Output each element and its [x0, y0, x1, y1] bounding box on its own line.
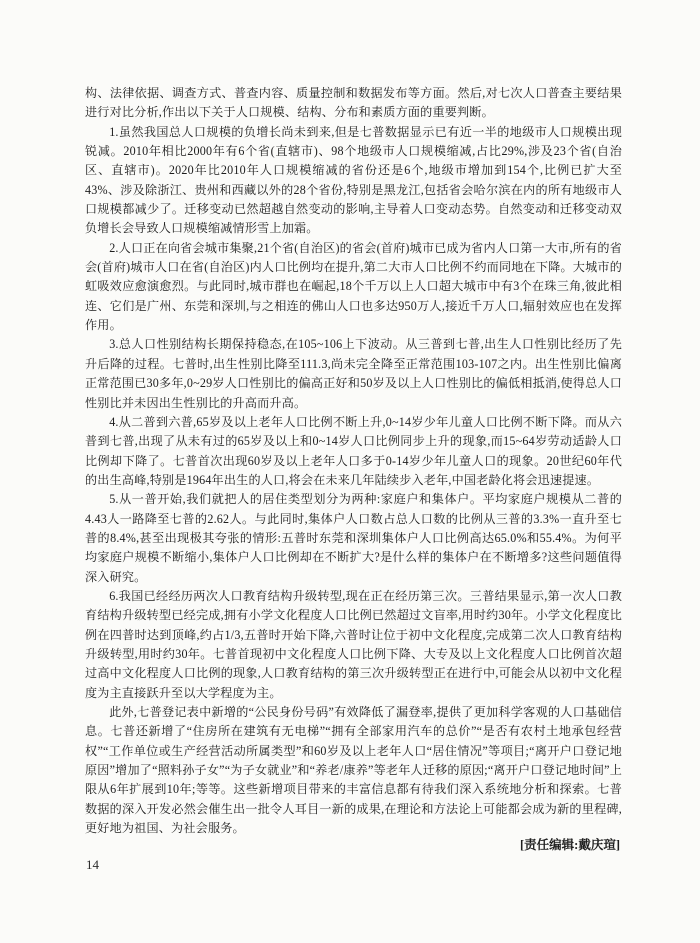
paragraph-closing: 此外,七普登记表中新增的“公民身份号码”有效降低了漏登率,提供了更加科学客观的人口基础信息。七普还新增了“住房所在建筑有无电梯”“拥有全部家用汽车的总价”“是否有农村土地承包经营权”“工作单位或生产经营活动所属类型”和60岁及以上老年人口“居住情况”等项目;“离开户口登记地原因”增加了“照料孙子女”“为子女就业”和“养老/康养”等老年人迁移的原因;“离开户口登记地时间”上限从6年扩展到10年;等等。这些新增项目带来的丰富信息都有待我们深入系统地分析和探索。七普数据的深入开发必然会催生出一批令人耳目一新的成果,在理论和方法论上可能都会成为新的里程碑,更好地为祖国、为社会服务。 [85, 705, 622, 836]
paragraph-point-2: 2.人口正在向省会城市集聚,21个省(自治区)的省会(首府)城市已成为省内人口第一大市,所有的省会(首府)城市人口在省(自治区)内人口比例均在提升,第二大市人口比例不约而同地在下降。大城市的虹吸效应愈演愈烈。与此同时,城市群也在崛起,18个千万以上人口超大城市中有3个在珠三角,彼此相连、它们是广州、东莞和深圳,与之相连的佛山人口也多达950万人,接近千万人口,辐射效应也在发挥作用。 [85, 240, 622, 333]
paragraph-point-6: 6.我国已经经历两次人口教育结构升级转型,现在正在经历第三次。三普结果显示,第一次人口教育结构升级转型已经完成,拥有小学文化程度人口比例已然超过文盲率,用时约30年。小学文化程度比例在四普时达到顶峰,约占1/3,五普时开始下降,六普时让位于初中文化程度,完成第二次人口教育结构升级转型,用时约30年。七普首现初中文化程度人口比例下降、大专及以上文化程度人口比例首次超过高中文化程度人口比例的现象,人口教育结构的第三次升级转型正在进行中,可能会从以初中文化程度为主直接跃升至以大学程度为主。 [85, 588, 622, 700]
paragraph-point-4: 4.从二普到六普,65岁及以上老年人口比例不断上升,0~14岁少年儿童人口比例不断下降。而从六普到七普,出现了从未有过的65岁及以上和0~14岁人口比例同步上升的现象,而15~64岁劳动适龄人口比例却下降了。七普首次出现60岁及以上老年人口多于0-14岁少年儿童人口的现象。20世纪60年代的出生高峰,特别是1964年出生的人口,将会在未来几年陆续步入老年,中国老龄化将会迅速提速。 [85, 414, 622, 487]
page-number: 14 [86, 857, 99, 872]
paragraph-point-1: 1.虽然我国总人口规模的负增长尚未到来,但是七普数据显示已有近一半的地级市人口规模出现锐减。2010年相比2000年有6个省(直辖市)、98个地级市人口规模缩减,占比29%,涉及23个省(自治区、直辖市)。2020年比2010年人口规模缩减的省份还是6个,地级市增加到154个,比例已扩大至43%、涉及除浙江、贵州和西藏以外的28个省份,特别是黑龙江,包括省会哈尔滨在内的所有地级市人口规模都减少了。迁移变动已然超越自然变动的影响,主导着人口变动态势。自然变动和迁移变动双负增长会导致人口规模缩减情形雪上加霜。 [85, 124, 622, 236]
paragraph-continuation: 构、法律依据、调查方式、普查内容、质量控制和数据发布等方面。然后,对七次人口普查主要结果进行对比分析,作出以下关于人口规模、结构、分布和素质方面的重要判断。 [85, 86, 622, 120]
paragraph-point-3: 3.总人口性别结构长期保持稳态,在105~106上下波动。从三普到七普,出生人口性别比经历了先升后降的过程。七普时,出生性别比降至111.3,尚未完全降至正常范围103-107之内。出生性别比偏离正常范围已30多年,0~29岁人口性别比的偏高正好和50岁及以上人口性别比的偏低相抵消,使得总人口性别比并未因出生性别比的升高而升高。 [85, 337, 622, 410]
article-body [85, 84, 622, 838]
editor-note: [责任编辑:戴庆瑄] [520, 838, 620, 852]
paragraph-point-5: 5.从一普开始,我们就把人的居住类型划分为两种:家庭户和集体户。平均家庭户规模从二普的4.43人一路降至七普的2.62人。与此同时,集体户人口数占总人口数的比例从三普的3.3%一直升至七普的8.4%,甚至出现极其夸张的情形:五普时东莞和深圳集体户人口比例高达65.0%和55.4%。为何平均家庭户规模不断缩小,集体户人口比例却在不断扩大?是什么样的集体户在不断增多?这些问题值得深入研究。 [85, 492, 622, 584]
